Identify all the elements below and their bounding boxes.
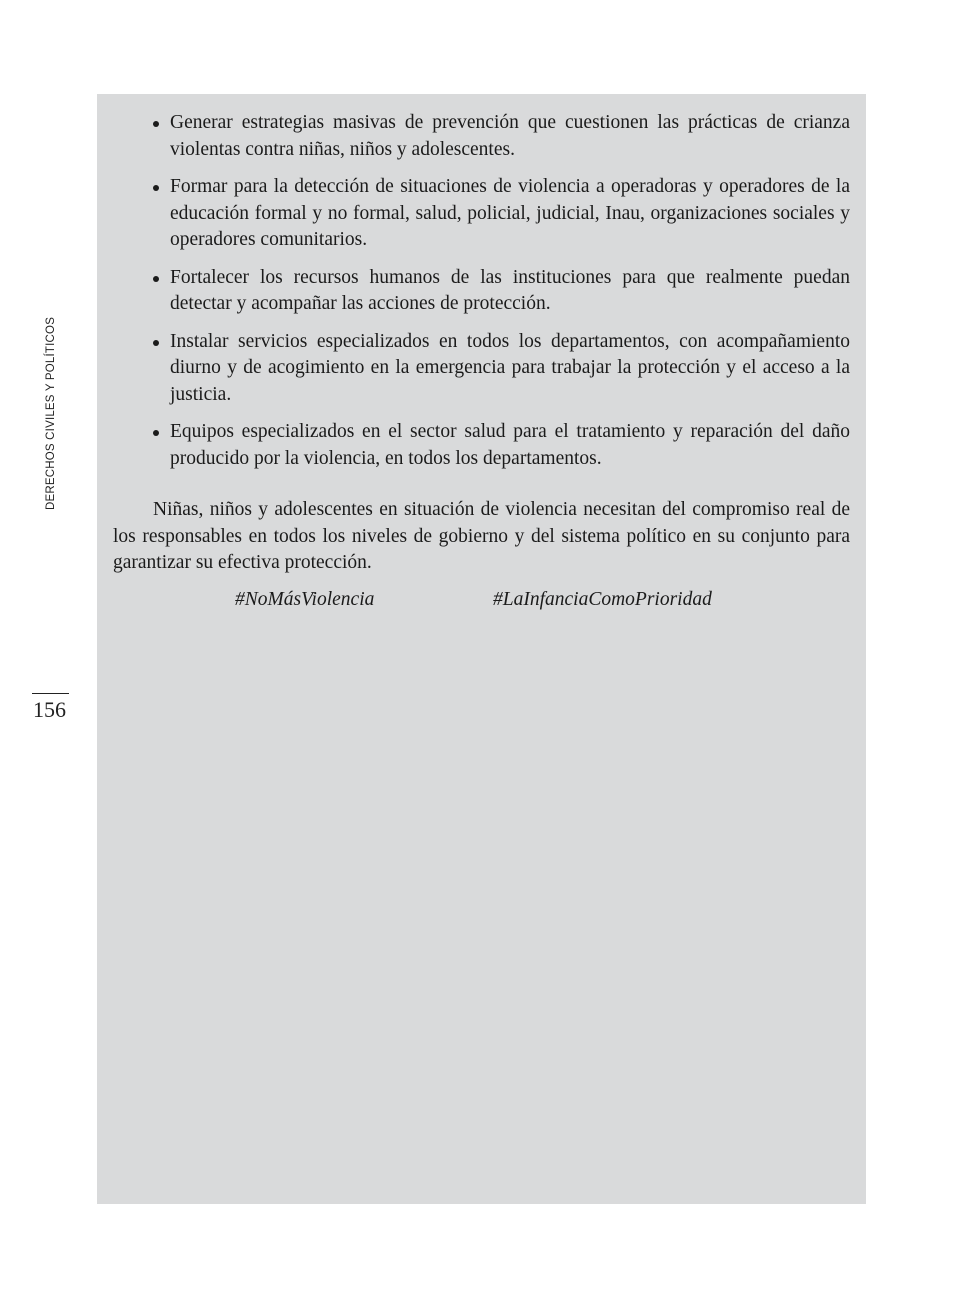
page-number: 156 (33, 697, 66, 722)
page-number-rule (32, 693, 69, 694)
hashtag-row (113, 587, 850, 617)
list-item (113, 329, 850, 409)
list-item (113, 110, 850, 163)
bullet-icon (153, 430, 159, 436)
bullet-icon (153, 276, 159, 282)
closing-paragraph: Niñas, niños y adolescentes en situación de violencia necesitan del compromiso real de los responsables en todos los niveles de gobierno y del sistema político en su conjunto para garantizar su efectiva protección. (113, 499, 850, 573)
list-item-text: Fortalecer los recursos humanos de las instituciones para que realmente puedan detectar y acompañar las acciones de protección. (170, 266, 850, 314)
list-item (113, 174, 850, 254)
recommendation-list (113, 110, 850, 472)
hashtag-no-mas-violencia: #NoMásViolencia (235, 588, 375, 610)
bullet-icon (153, 121, 159, 127)
bullet-icon (153, 185, 159, 191)
list-item-text: Equipos especializados en el sector salud para el tratamiento y reparación del daño producido por la violencia, en todos los departamentos. (170, 421, 850, 469)
list-item-text: Generar estrategias masivas de prevención que cuestionen las prácticas de crianza violentas contra niñas, niños y adolescentes. (170, 112, 850, 160)
list-item-text: Formar para la detección de situaciones de violencia a operadoras y operadores de la educación formal y no formal, salud, policial, judicial, Inau, organizaciones sociales y operadores comunitarios. (170, 176, 850, 250)
bullet-icon (153, 340, 159, 346)
box-content (113, 110, 850, 617)
running-header-vertical: DERECHOS CIVILES Y POLÍTICOS (45, 316, 57, 510)
list-item-text: Instalar servicios especializados en todos los departamentos, con acompañamiento diurno y de acogimiento en la emergencia para trabajar la protección y el acceso a la justicia. (170, 330, 850, 405)
list-item (113, 265, 850, 318)
hashtag-infancia-prioridad: #LaInfanciaComoPrioridad (493, 588, 712, 610)
list-item (113, 419, 850, 472)
